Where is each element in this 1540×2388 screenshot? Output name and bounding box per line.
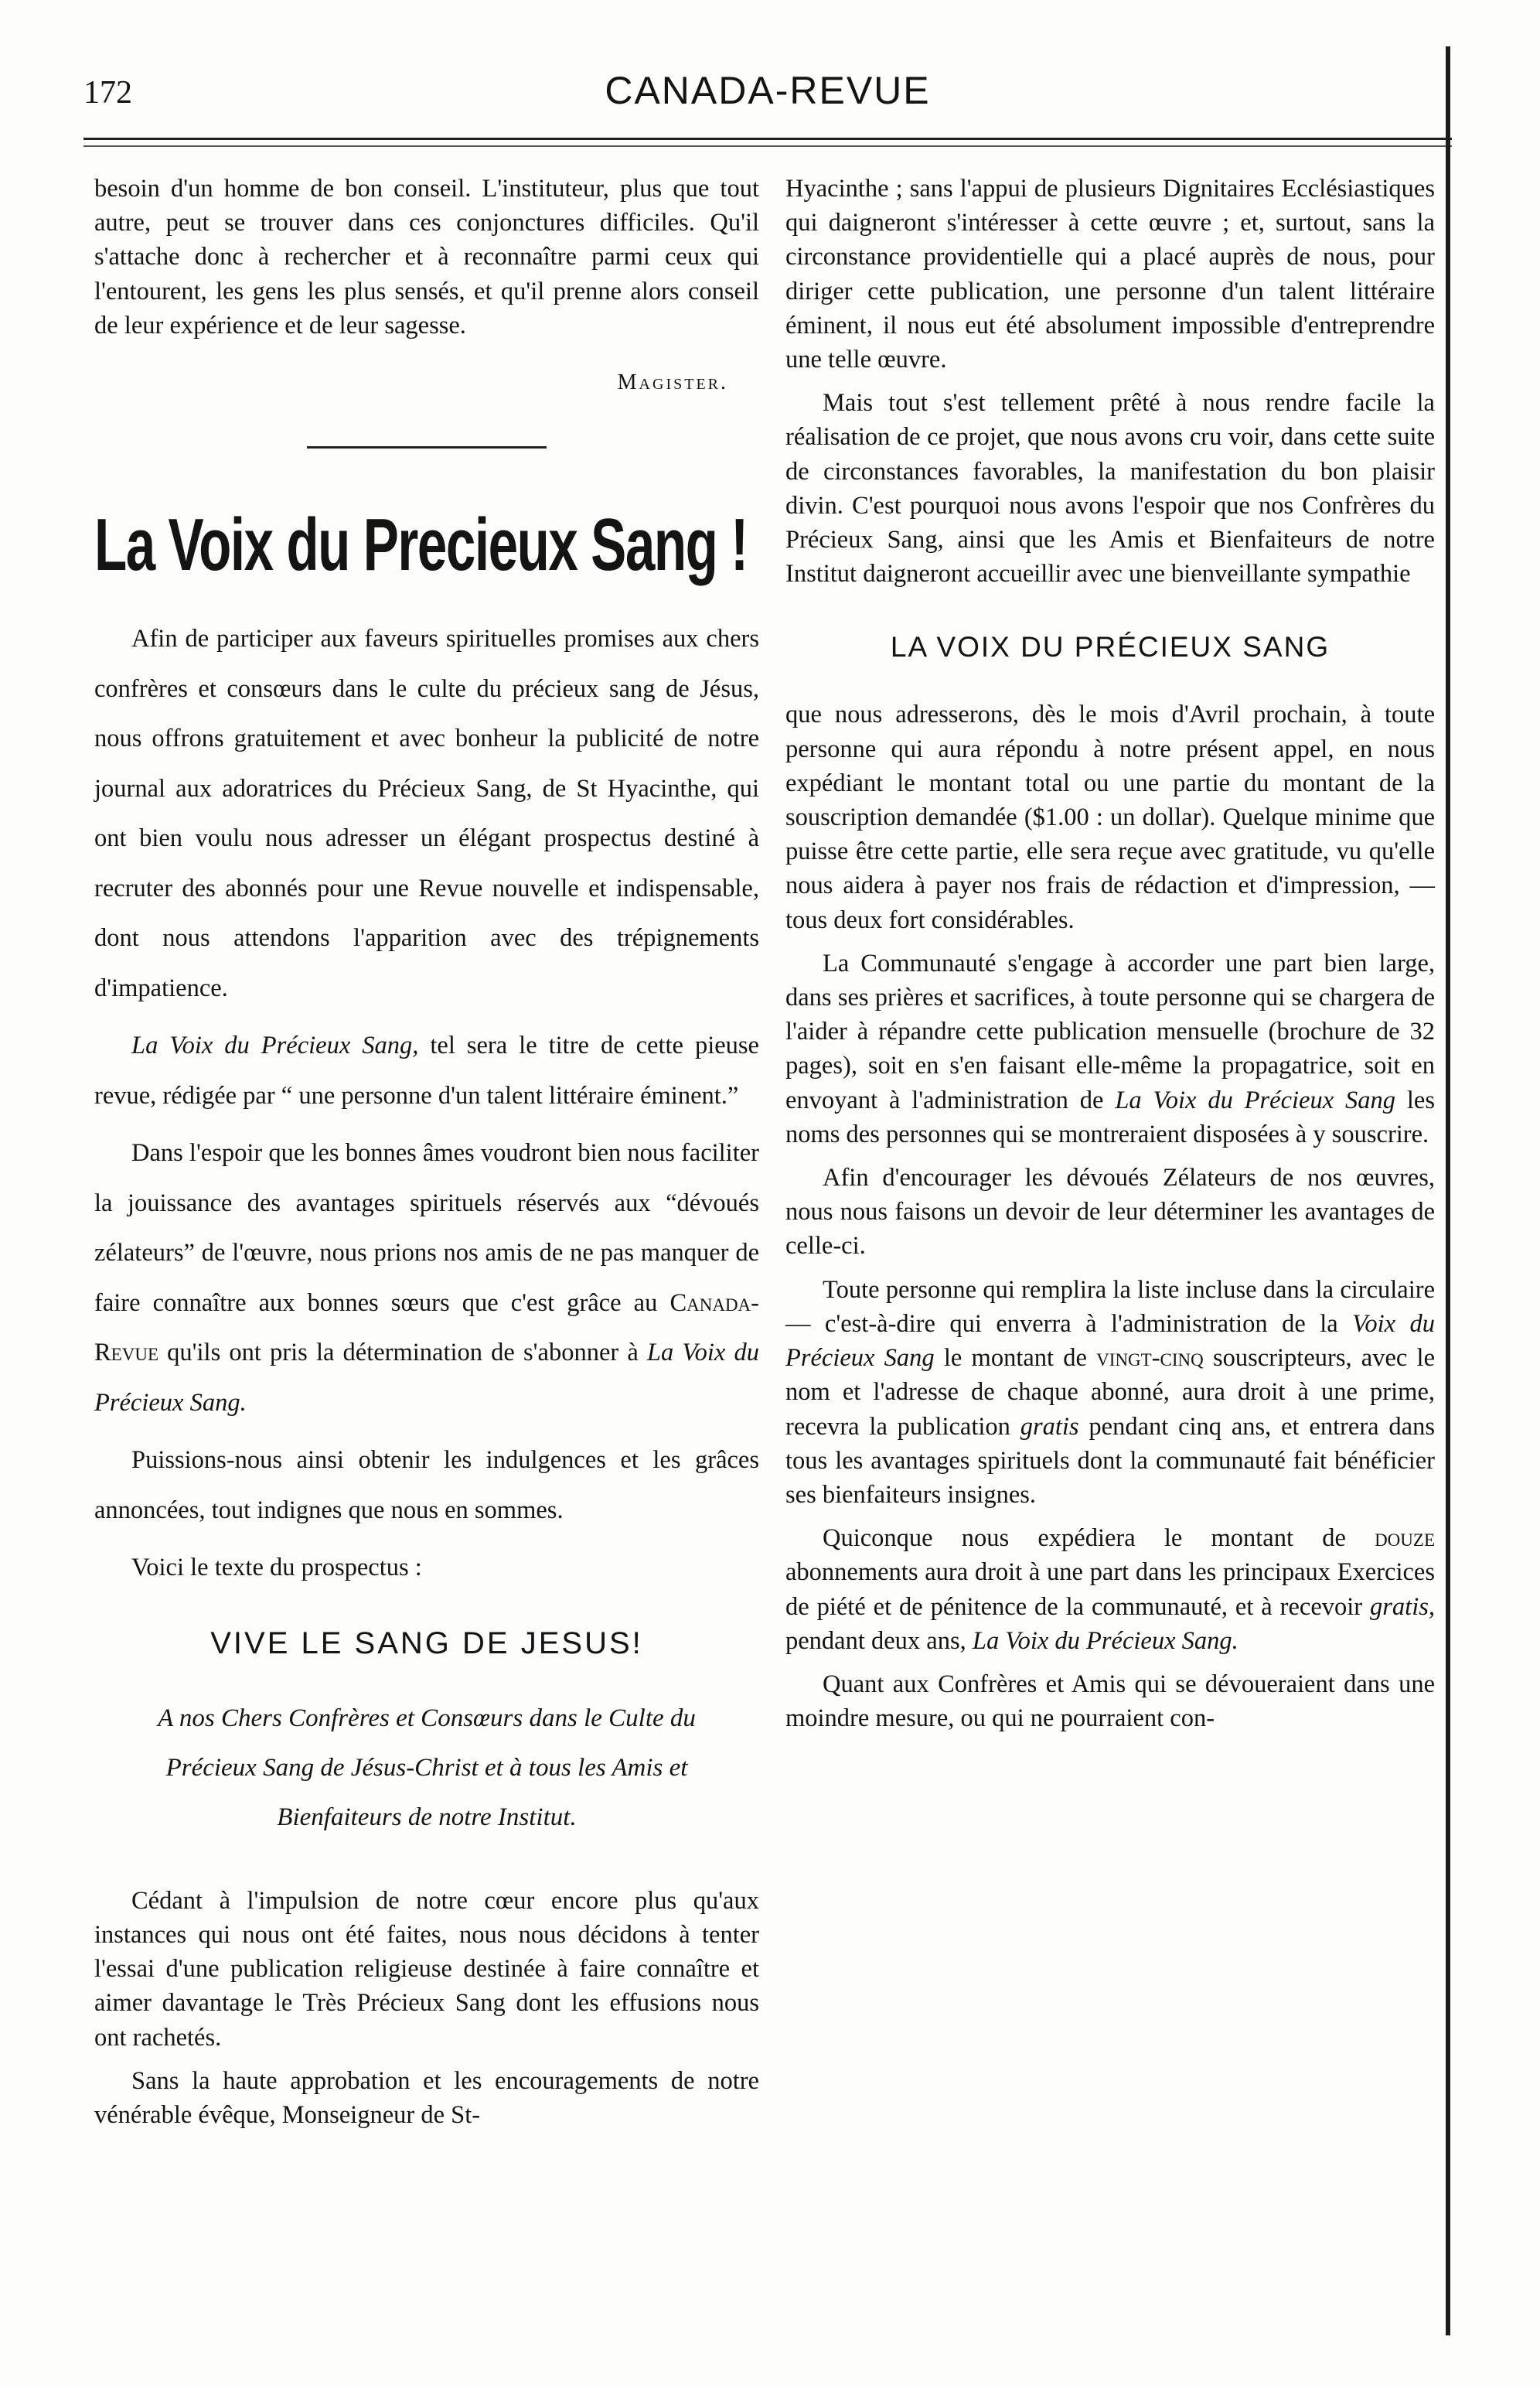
p4-text-b: les noms des personnes qui se montreraient disposées à y souscrire.: [785, 1086, 1435, 1148]
right-column: [785, 172, 1435, 1745]
article-paragraph-5: Voici le texte du prospectus :: [131, 1554, 422, 1582]
p6-text-d: pendant cinq ans, et entrera dans tous les avantages spirituels dont la communauté fait bénéficier ses bienfaiteurs insignes.: [785, 1412, 1435, 1509]
article-paragraph-4: Puissions-nous ainsi obtenir les indulgences et les grâces annoncées, tout indignes que nous en sommes.: [94, 1446, 759, 1524]
revue-title-ref: La Voix du Précieux Sang,: [131, 1032, 419, 1060]
intro-paragraph: besoin d'un homme de bon conseil. L'instituteur, plus que tout autre, peut se trouver dans ces conjonctures difficiles. Qu'il s'attache donc à rechercher et à reconnaître parmi ceux qui l'entourent, les gens les plus sensés, et qu'il prenne alors conseil de leur expérience et de leur sagesse.: [94, 175, 759, 339]
p3-text-b: qu'ils ont pris la détermination de s'abonner à: [158, 1339, 647, 1367]
prospectus-paragraph-2: Sans la haute approbation et les encouragements de notre vénérable évêque, Monseigneur de St-: [94, 2066, 759, 2129]
count-twelve: douze: [1375, 1524, 1435, 1553]
revue-title-ref-3: La Voix du Précieux Sang: [1115, 1086, 1396, 1114]
p6-text-a: Toute personne qui remplira la liste incluse dans la circulaire — c'est-à-dire qui enverra à l'administration de la: [785, 1275, 1435, 1338]
author-signature: Magister.: [617, 370, 728, 395]
left-column: [94, 172, 759, 2141]
right-paragraph-1: Hyacinthe ; sans l'appui de plusieurs Dignitaires Ecclésiastiques qui daigneront s'intéresser à cette œuvre ; et, surtout, sans la circonstance providentielle qui a placé auprès de nous, pour diriger cette publication, une personne d'un talent littéraire éminent, il nous eut été absolument impossible d'entreprendre une telle œuvre.: [785, 175, 1435, 374]
revue-title-ref-2: La Voix du Précieux Sang.: [94, 1339, 759, 1417]
prospectus-dedication: A nos Chers Confrères et Consœurs dans le Culte du Précieux Sang de Jésus-Christ et à tous les Amis et Bienfaiteurs de notre Institut.: [158, 1704, 696, 1831]
right-paragraph-2: Mais tout s'est tellement prêté à nous rendre facile la réalisation de ce projet, que nous avons cru voir, dans cette suite de circonstances favorables, la manifestation du bon plaisir divin. C'est pourquoi nous avons l'espoir que nos Confrères du Précieux Sang, ainsi que les Amis et Bienfaiteurs de notre Institut daigneront accueillir avec une bienveillante sympathie: [785, 389, 1435, 588]
prospectus-paragraph-1: Cédant à l'impulsion de notre cœur encore plus qu'aux instances qui nous ont été faites, nous nous décidons à tenter l'essai d'une publication religieuse destinée à faire connaître et aimer davantage le Très Précieux Sang dont les effusions nous ont rachetés.: [94, 1886, 759, 2052]
right-paragraph-6: [785, 1273, 1435, 1512]
page-number: 172: [83, 75, 132, 111]
right-paragraph-8: Quant aux Confrères et Amis qui se dévoueraient dans une moindre mesure, ou qui ne pourraient con-: [785, 1670, 1435, 1733]
revue-title-ref-5: La Voix du Précieux Sang.: [972, 1626, 1238, 1655]
prospectus-motto: VIVE LE SANG DE JESUS!: [210, 1626, 643, 1660]
right-paragraph-5: Afin d'encourager les dévoués Zélateurs de nos œuvres, nous nous faisons un devoir de leur déterminer les avantages de celle-ci.: [785, 1164, 1435, 1261]
p7-text-c: pendant deux ans,: [785, 1626, 973, 1655]
page-header: [83, 68, 1452, 138]
article-title: La Voix du Precieux Sang !: [94, 503, 748, 587]
revue-heading: LA VOIX DU PRÉCIEUX SANG: [890, 631, 1330, 664]
article-paragraph-2: [94, 1021, 759, 1121]
p7-text-b: abonnements aura droit à une part dans les principaux Exercices de piété et de pénitence de la communauté, et à recevoir: [785, 1558, 1435, 1621]
section-divider: [307, 446, 547, 449]
header-rule-secondary: [83, 145, 1452, 147]
header-rule: [83, 138, 1452, 140]
count-twenty-five: vingt-cinq: [1096, 1344, 1204, 1373]
right-paragraph-4: [785, 947, 1435, 1151]
p4-text-a: La Communauté s'engage à accorder une part bien large, dans ses prières et sacrifices, à toute personne qui se chargera de l'aider à répandre cette publication mensuelle (brochure de 32 pages), soit en s'en faisant elle-même la propagatrice, soit en envoyant à l'administration de: [785, 949, 1435, 1114]
right-paragraph-7: [785, 1521, 1435, 1658]
article-body-wide: [94, 614, 759, 1593]
page-edge-bar: [1446, 46, 1450, 2335]
article-paragraph-1: Afin de participer aux faveurs spirituelles promises aux chers confrères et consœurs dans le culte du précieux sang de Jésus, nous offrons gratuitement et avec bonheur la publicité de notre journal aux adoratrices du Précieux Sang, de St Hyacinthe, qui ont bien voulu nous adresser un élégant prospectus destiné à recruter des abonnés pour une Revue nouvelle et indispensable, dont nous attendons l'apparition avec des trépignements d'impatience.: [94, 625, 759, 1002]
p6-text-b: le montant de: [934, 1344, 1097, 1373]
article-paragraph-3: [94, 1128, 759, 1428]
p7-text-a: Quiconque nous expédiera le montant de: [823, 1524, 1375, 1553]
p6-text-c: souscripteurs, avec le nom et l'adresse de chaque abonné, aura droit à une prime, recevra la publication: [785, 1344, 1435, 1441]
journal-name-ref: Canada-Revue: [94, 1288, 759, 1367]
gratis-term: gratis: [1020, 1412, 1079, 1441]
p3-text-a: Dans l'espoir que les bonnes âmes voudront bien nous faciliter la jouissance des avantages spirituels réservés aux “dévoués zélateurs” de l'œuvre, nous prions nos amis de ne pas manquer de faire connaître aux bonnes sœurs que c'est grâce au: [94, 1139, 759, 1317]
right-paragraph-3: que nous adresserons, dès le mois d'Avril prochain, à toute personne qui aura répondu à notre présent appel, en nous expédiant le montant total ou une partie du montant de la souscription demandée ($1.00 : un dollar). Quelque minime que puisse être cette partie, elle sera reçue avec gratitude, vu qu'elle nous aidera à payer nos frais de rédaction et d'impression, — tous deux fort considérables.: [785, 701, 1435, 934]
gratis-term-2: gratis,: [1370, 1592, 1435, 1621]
revue-title-ref-4: Voix du Précieux Sang: [785, 1309, 1435, 1373]
journal-title: CANADA-REVUE: [605, 69, 931, 112]
article-paragraph-2-text: tel sera le titre de cette pieuse revue, rédigée par “ une personne d'un talent littéraire éminent.”: [94, 1032, 759, 1110]
